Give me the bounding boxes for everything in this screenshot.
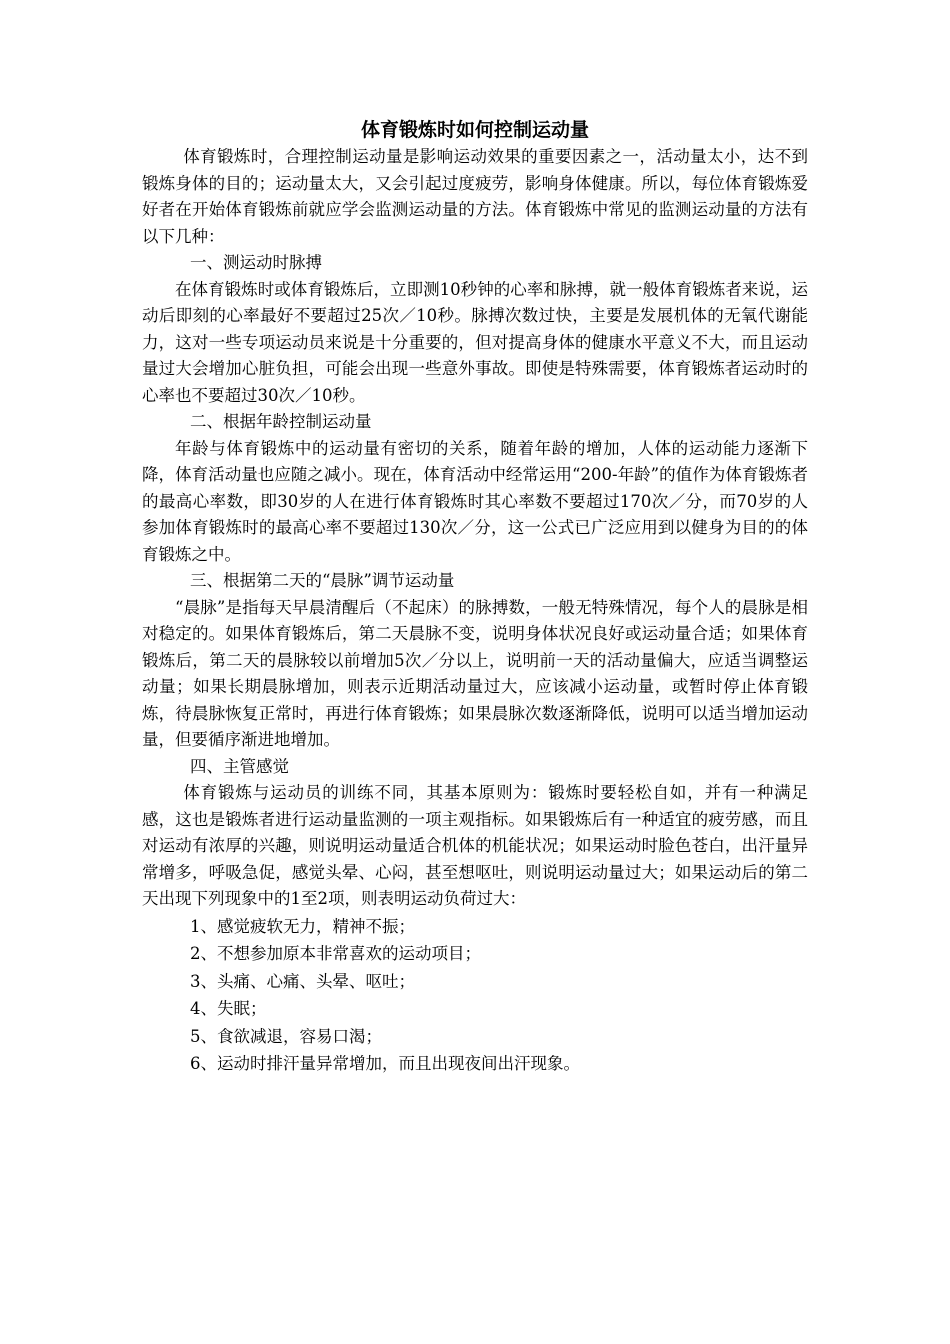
section-heading-pulse: 一、测运动时脉搏	[190, 253, 322, 272]
symptom-list	[142, 913, 808, 1078]
section-heading-subjective: 四、主管感觉	[190, 756, 289, 776]
document-title: 体育锻炼时如何控制运动量	[360, 119, 589, 141]
section-body-pulse: 在体育锻炼时或体育锻炼后，立即测10秒钟的心率和脉搏，就一般体育锻炼者来说，运动后即刻的心率最好不要超过25次／10秒。脉搏次数过快，主要是发展机体的无氧代谢能力，这对一些专项运动员来说是十分重要的，但对提高身体的健康水平意义不大，而且运动量过大会增加心脏负担，可能会出现一些意外事故。即使是特殊需要，体育锻炼者运动时的心率也不要超过30次／10秒。	[142, 279, 808, 405]
list-item: 6、运动时排汗量异常增加，而且出现夜间出汗现象。	[190, 1054, 580, 1073]
list-item: 5、食欲减退，容易口渴；	[190, 1026, 382, 1046]
list-item: 3、头痛、心痛、头晕、呕吐；	[190, 971, 415, 991]
document-page	[142, 116, 808, 1078]
list-item: 2、不想参加原本非常喜欢的运动项目；	[190, 944, 481, 963]
list-item: 1、感觉疲软无力，精神不振；	[190, 916, 415, 936]
section-body-morning-pulse: “晨脉”是指每天早晨清醒后（不起床）的脉搏数，一般无特殊情况，每个人的晨脉是相对稳定的。如果体育锻炼后，第二天晨脉不变，说明身体状况良好或运动量合适；如果体育锻炼后，第二天的晨脉较以前增加5次／分以上，说明前一天的活动量偏大，应适当调整运动量；如果长期晨脉增加，则表示近期活动量过大，应该减小运动量，或暂时停止体育锻炼，待晨脉恢复正常时，再进行体育锻炼；如果晨脉次数逐渐降低，说明可以适当增加运动量，但要循序渐进地增加。	[142, 597, 808, 749]
section-body-age: 年龄与体育锻炼中的运动量有密切的关系，随着年龄的增加，人体的运动能力逐渐下降，体育活动量也应随之减小。现在，体育活动中经常运用“200-年龄”的值作为体育锻炼者的最高心率数，即30岁的人在进行体育锻炼时其心率数不要超过170次／分，而70岁的人参加体育锻炼时的最高心率不要超过130次／分，这一公式已广泛应用到以健身为目的的体育锻炼之中。	[142, 438, 808, 564]
intro-paragraph: 体育锻炼时，合理控制运动量是影响运动效果的重要因素之一，活动量太小，达不到锻炼身体的目的；运动量太大，又会引起过度疲劳，影响身体健康。所以，每位体育锻炼爱好者在开始体育锻炼前就应学会监测运动量的方法。体育锻炼中常见的监测运动量的方法有以下几种：	[142, 147, 808, 246]
section-body-subjective: 体育锻炼与运动员的训练不同，其基本原则为：锻炼时要轻松自如，并有一种满足感，这也是锻炼者进行运动量监测的一项主观指标。如果锻炼后有一种适宜的疲劳感，而且对运动有浓厚的兴趣，则说明运动量适合机体的机能状况；如果运动时脸色苍白，出汗量异常增多，呼吸急促，感觉头晕、心闷，甚至想呕吐，则说明运动量过大；如果运动后的第二天出现下列现象中的1至2项，则表明运动负荷过大：	[142, 783, 808, 908]
section-heading-morning-pulse: 三、根据第二天的“晨脉”调节运动量	[190, 571, 455, 590]
list-item: 4、失眠；	[190, 999, 267, 1018]
section-heading-age: 二、根据年龄控制运动量	[190, 412, 372, 431]
